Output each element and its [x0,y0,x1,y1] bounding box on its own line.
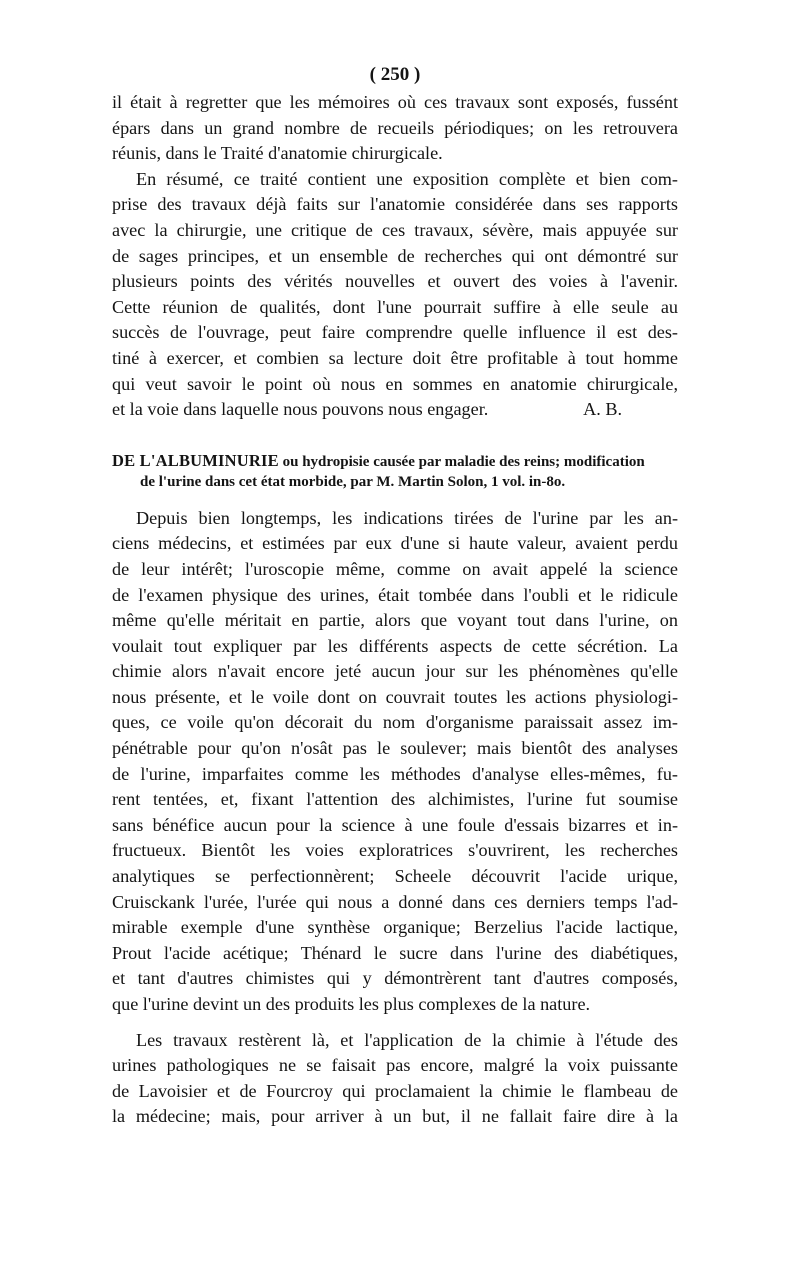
text-line: ques, ce voile qu'on décorait du nom d'organisme paraissait assez im- [112,712,678,733]
text-line: ciens médecins, et estimées par eux d'une si haute valeur, avaient perdu [112,533,678,554]
text-line: nous présente, et le voile dont on couvrait toutes les actions physiologi- [112,686,678,707]
text-line: chimie alors n'avait encore jeté aucun jour sur les phénomènes qu'elle [112,661,678,682]
text-line: En résumé, ce traité contient une exposition complète et bien com- [136,168,678,189]
review-signature: A. B. [583,399,622,420]
text-line: prise des travaux déjà faits sur l'anatomie considérée dans ses rapports [112,194,678,215]
article-paragraph-1 [112,506,678,1018]
text-line: sans bénéfice aucun pour la science à une foule d'essais bizarres et in- [112,814,678,835]
article-paragraph-2 [112,1028,678,1130]
text-line: rent tentées, et, fixant l'attention des alchimistes, l'urine fut soumise [112,789,678,810]
review-paragraph-1 [112,90,678,167]
text-line: voulait tout expliquer par les différents aspects de cette sécrétion. La [112,635,678,656]
text-line: urines pathologiques ne se faisait pas encore, malgré la voix puissante [112,1055,678,1076]
text-line: de Lavoisier et de Fourcroy qui proclamaient la chimie le flambeau de [112,1080,678,1101]
text-line: même qu'elle méritait en partie, alors que voyant tout dans l'urine, on [112,610,678,631]
text-line: épars dans un grand nombre de recueils périodiques; on les retrouvera [112,117,678,138]
section-spacer [112,423,678,451]
text-line: tiné à exercer, et combien sa lecture doit être profitable à tout homme [112,347,678,368]
text-line: avec la chirurgie, une critique de ces travaux, sévère, mais appuyée sur [112,219,678,240]
text-line: plusieurs points des vérités nouvelles et ouvert des voies à l'avenir. [112,271,678,292]
heading-line-1 [112,451,678,472]
heading-line-2: de l'urine dans cet état morbide, par M. Martin Solon, 1 vol. in-8o. [140,473,566,490]
article-title: DE L'ALBUMINURIE [112,450,279,470]
text-line: Cruisckank l'urée, l'urée qui nous a donné dans ces derniers temps l'ad- [112,891,678,912]
text-line: qui veut savoir le point où nous en sommes en anatomie chirurgicale, [112,373,678,394]
text-line: Les travaux restèrent là, et l'application de la chimie à l'étude des [136,1029,678,1050]
text-line: pénétrable pour qu'on n'osât pas le soulever; mais bientôt des analyses [112,738,678,759]
text-line: que l'urine devint un des produits les plus complexes de la nature. [112,994,591,1014]
text-line: de l'urine, imparfaites comme les méthodes d'analyse elles-mêmes, fu- [112,763,678,784]
text-line: et tant d'autres chimistes qui y démontrèrent tant d'autres composés, [112,968,678,989]
text-line: Cette réunion de qualités, dont l'une pourrait suffire à elle seule au [112,296,678,317]
text-line: succès de l'ouvrage, peut faire comprendre quelle influence il est des- [112,322,678,343]
text-line: Depuis bien longtemps, les indications tirées de l'urine par les an- [136,507,678,528]
text-line: analytiques se perfectionnèrent; Scheele découvrit l'acide urique, [112,866,678,887]
text-line: la médecine; mais, pour arriver à un but, il ne fallait faire dire à la [112,1106,678,1127]
text-line: mirable exemple d'une synthèse organique; Berzelius l'acide lactique, [112,917,678,938]
text-line: il était à regretter que les mémoires où ces travaux sont exposés, fussént [112,92,678,112]
text-line: Prout l'acide acétique; Thénard le sucre dans l'urine des diabétiques, [112,942,678,963]
text-line: de leur intérêt; l'uroscopie même, comme on avait appelé la science [112,558,678,579]
text-line-with-signature [112,397,678,423]
page-number: ( 250 ) [369,64,421,85]
article-heading [112,451,678,492]
article-subtitle: ou hydropisie causée par maladie des reins; modification [282,453,645,470]
article-albuminurie [112,451,678,1130]
document-page [112,62,678,1130]
text-line: fructueux. Bientôt les voies exploratrices s'ouvrirent, les recherches [112,840,678,861]
text-line: de sages principes, et un ensemble de recherches qui ont démontré sur [112,245,678,266]
text-line: et la voie dans laquelle nous pouvons nous engager. [112,399,489,420]
text-line: de l'examen physique des urines, était tombée dans l'oubli et le ridicule [112,584,678,605]
text-line: réunis, dans le Traité d'anatomie chirurgicale. [112,143,443,164]
review-section [112,90,678,423]
review-paragraph-2 [112,167,678,423]
